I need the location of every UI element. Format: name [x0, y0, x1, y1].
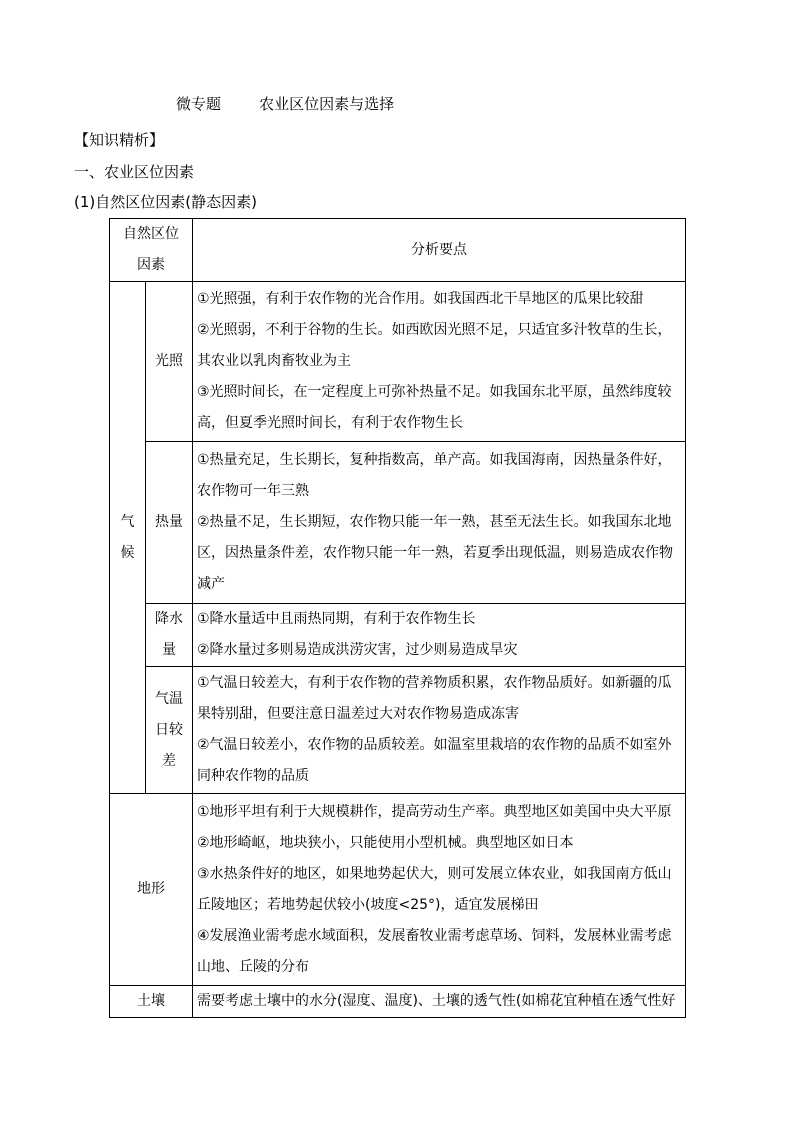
- analysis-cell-light: [193, 282, 686, 442]
- point-line: ②气温日较差小，农作物的品质较差。如温室里栽培的农作物的品质不如室外: [197, 737, 672, 753]
- point-line: 丘陵地区；若地势起伏较小(坡度<25°)，适宜发展梯田: [197, 896, 539, 913]
- analysis-cell-precipitation: [193, 604, 686, 667]
- point-line: ②地形崎岖，地块狭小，只能使用小型机械。典型地区如日本: [197, 834, 574, 851]
- point-line: 山地、丘陵的分布: [197, 958, 309, 975]
- climate-cell: [110, 282, 146, 794]
- point-line: ①热量充足，生长期长，复种指数高，单产高。如我国海南，因热量条件好，: [197, 452, 672, 468]
- point-line: 需要考虑土壤中的水分(湿度、温度)、土壤的透气性(如棉花宜种植在透气性好: [197, 993, 676, 1009]
- point-line: ③光照时间长，在一定程度上可弥补热量不足。如我国东北平原，虽然纬度较: [197, 384, 672, 400]
- analysis-cell-soil: [193, 986, 686, 1018]
- point-line: ①气温日较差大，有利于农作物的营养物质积累，农作物品质好。如新疆的瓜: [197, 675, 672, 691]
- factor-cell-heat: [146, 442, 193, 604]
- section-heading: 一、农业区位因素: [74, 163, 195, 181]
- point-line: 高，但夏季光照时间长，有利于农作物生长: [197, 415, 463, 431]
- table-row: [110, 794, 686, 986]
- point-line: ③水热条件好的地区，如果地势起伏大，则可发展立体农业，如我国南方低山: [197, 865, 672, 882]
- analysis-cell-terrain: [193, 794, 686, 986]
- factor-label: 热量: [155, 514, 183, 530]
- point-line: ①光照强，有利于农作物的光合作用。如我国西北干旱地区的瓜果比较甜: [197, 291, 644, 307]
- factor-label: 量: [162, 642, 176, 658]
- table-header-row: [110, 219, 686, 282]
- table-row: [110, 667, 686, 794]
- analysis-cell-temp-range: [193, 667, 686, 794]
- point-line: ②热量不足，生长期短，农作物只能一年一熟，甚至无法生长。如我国东北地: [197, 514, 672, 530]
- analysis-cell-heat: [193, 442, 686, 604]
- factor-cell-terrain: 地形: [110, 794, 193, 986]
- factor-label: 差: [162, 752, 176, 769]
- factor-label: 降水: [155, 611, 183, 627]
- climate-label-2: 候: [120, 544, 135, 561]
- knowledge-label: 【知识精析】: [74, 131, 165, 149]
- table-row: [110, 442, 686, 604]
- point-line: ②降水量过多则易造成洪涝灾害，过少则易造成旱灾: [197, 642, 518, 658]
- climate-label-1: 气: [120, 513, 135, 530]
- header-factor-line1: 自然区位: [123, 226, 179, 242]
- factor-label: 光照: [155, 353, 183, 369]
- factor-table: [109, 218, 686, 1018]
- point-line: 其农业以乳肉畜牧业为主: [197, 353, 351, 369]
- point-line: 农作物可一年三熟: [197, 483, 309, 499]
- header-factor-line2: 因素: [137, 257, 165, 273]
- point-line: ④发展渔业需考虑水域面积，发展畜牧业需考虑草场、饲料，发展林业需考虑: [197, 927, 672, 944]
- subsection-heading: (1)自然区位因素(静态因素): [74, 193, 257, 211]
- header-analysis-cell: 分析要点: [193, 219, 686, 282]
- factor-cell-soil: 土壤: [110, 986, 193, 1018]
- factor-cell-precipitation: [146, 604, 193, 667]
- factor-label: 日较: [155, 721, 183, 738]
- factor-cell-light: [146, 282, 193, 442]
- table-row: [110, 604, 686, 667]
- point-line: ②光照弱，不利于谷物的生长。如西欧因光照不足，只适宜多汁牧草的生长，: [197, 322, 672, 338]
- page-title: 微专题 农业区位因素与选择: [176, 95, 395, 113]
- point-line: 果特别甜，但要注意日温差过大对农作物易造成冻害: [197, 706, 519, 722]
- table-row: [110, 282, 686, 442]
- header-factor-cell: [110, 219, 193, 282]
- table-row: [110, 986, 686, 1018]
- point-line: 同种农作物的品质: [197, 768, 309, 784]
- point-line: 减产: [197, 576, 225, 592]
- factor-cell-temp-range: [146, 667, 193, 794]
- point-line: 区，因热量条件差，农作物只能一年一熟，若夏季出现低温，则易造成农作物: [197, 545, 673, 561]
- point-line: ①地形平坦有利于大规模耕作，提高劳动生产率。典型地区如美国中央大平原: [197, 803, 672, 820]
- factor-label: 气温: [155, 690, 183, 707]
- point-line: ①降水量适中且雨热同期，有利于农作物生长: [197, 611, 476, 627]
